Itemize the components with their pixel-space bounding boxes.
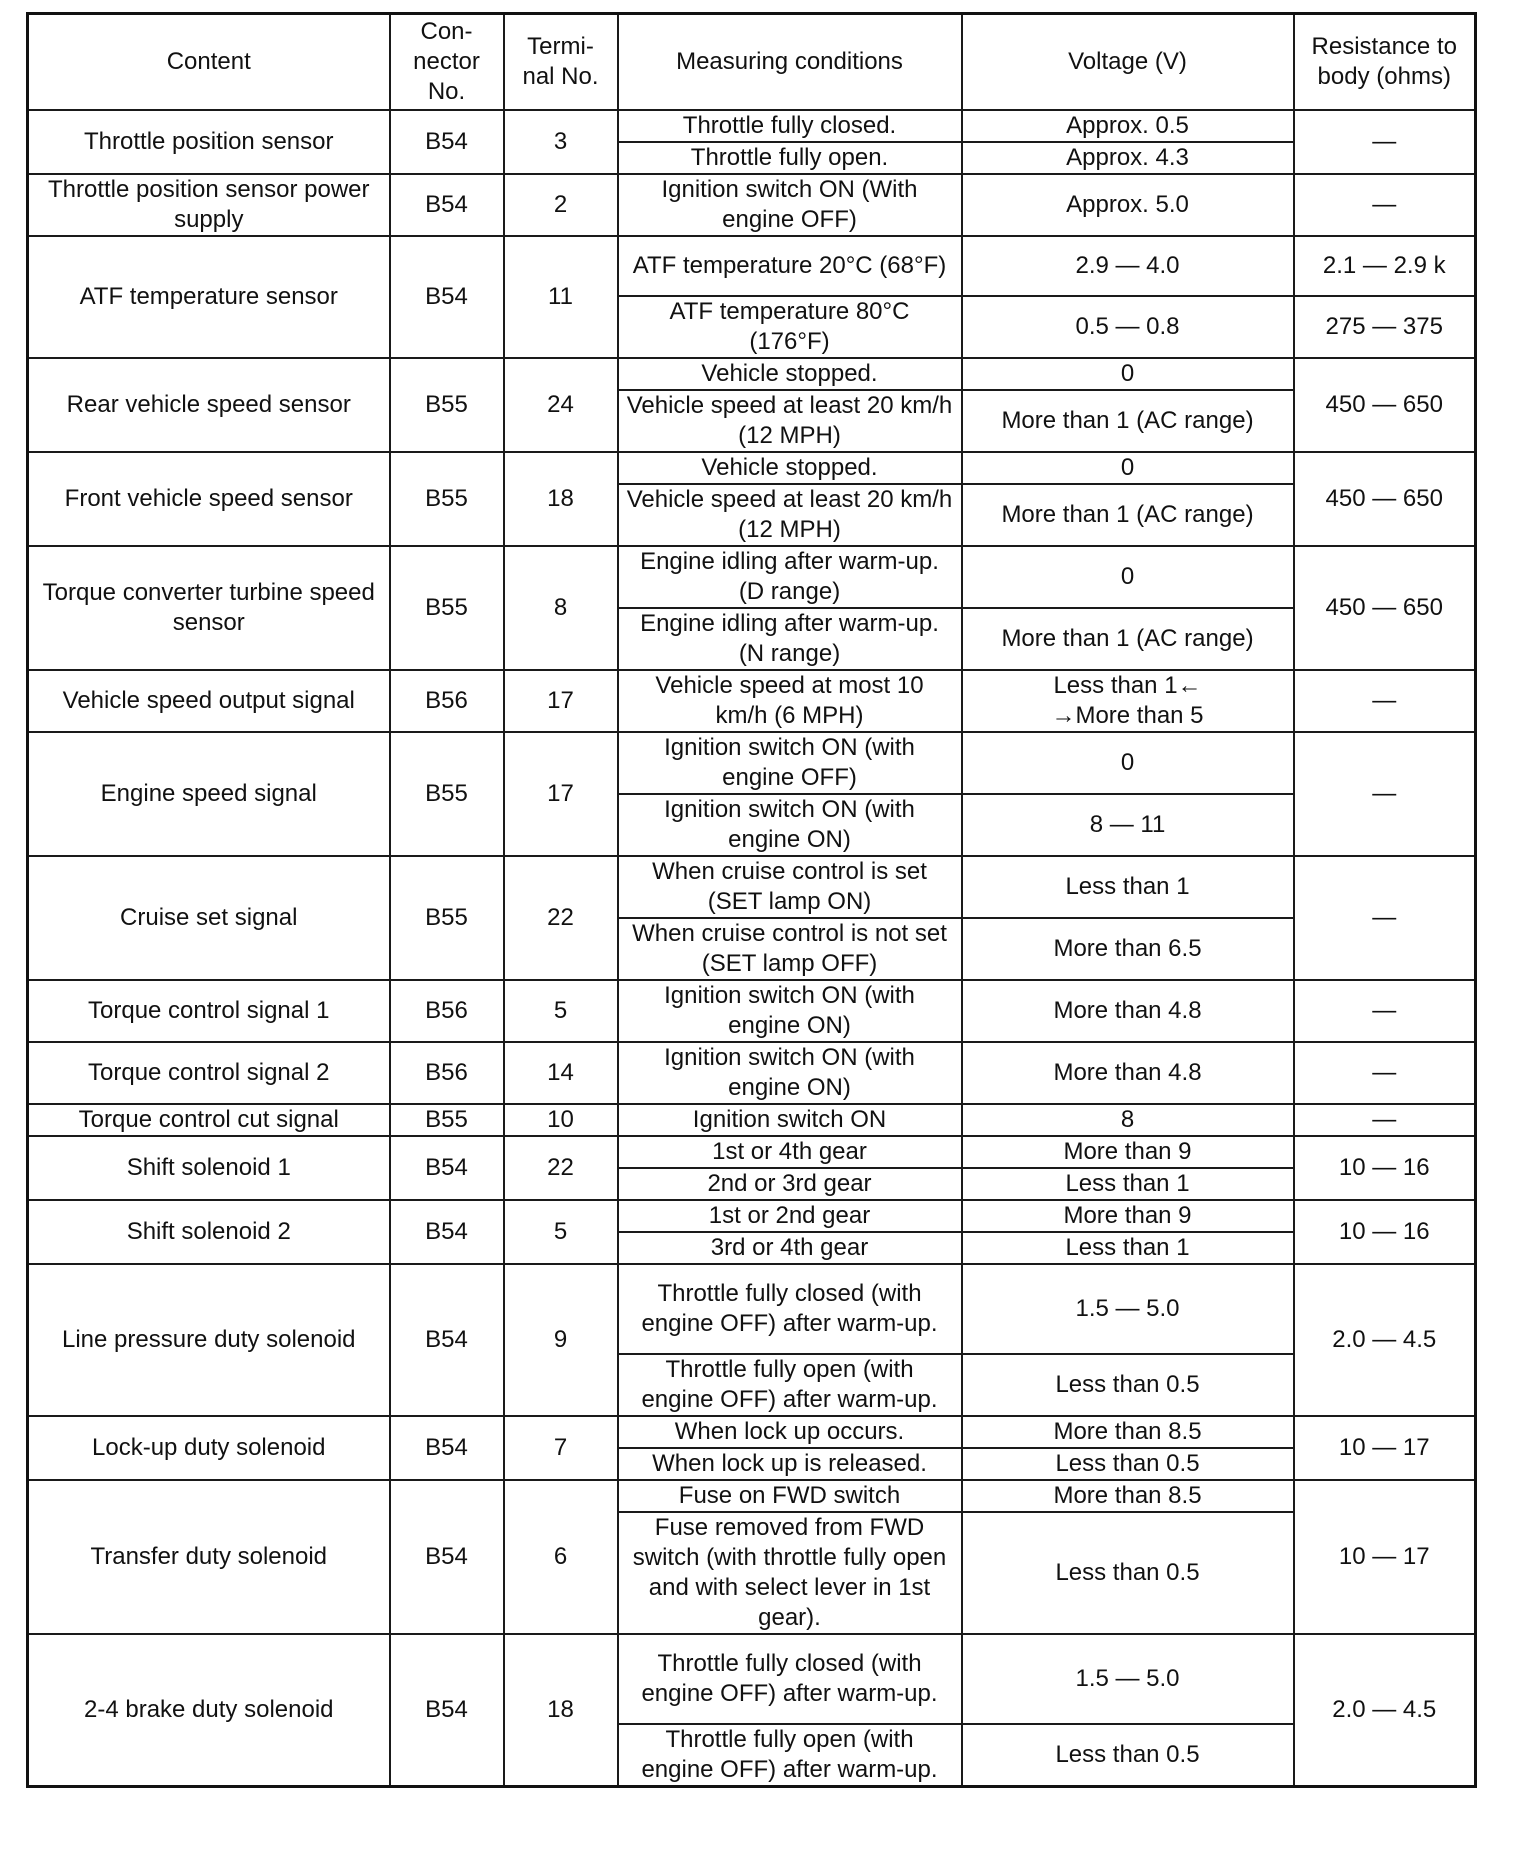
tcm-inspection-table (26, 12, 1477, 1788)
cell-content: Torque control cut signal (28, 1104, 390, 1136)
cell-connector: B55 (390, 856, 504, 980)
cell-condition: Throttle fully open. (618, 142, 962, 174)
cell-voltage: 0 (962, 358, 1294, 390)
cell-voltage: More than 4.8 (962, 1042, 1294, 1104)
cell-voltage: 0.5 — 0.8 (962, 296, 1294, 358)
cell-condition: ATF temperature 80°C (176°F) (618, 296, 962, 358)
cell-voltage: More than 8.5 (962, 1416, 1294, 1448)
cell-content: Transfer duty solenoid (28, 1480, 390, 1634)
table-row (28, 856, 1476, 918)
table-row (28, 1136, 1476, 1168)
cell-connector: B55 (390, 546, 504, 670)
cell-terminal: 17 (504, 670, 618, 732)
cell-resistance: 2.0 — 4.5 (1294, 1264, 1476, 1416)
cell-connector: B56 (390, 1042, 504, 1104)
cell-resistance: 450 — 650 (1294, 358, 1476, 452)
cell-voltage: More than 1 (AC range) (962, 608, 1294, 670)
cell-voltage: 0 (962, 732, 1294, 794)
table-row (28, 732, 1476, 794)
cell-connector: B56 (390, 980, 504, 1042)
cell-connector: B54 (390, 1200, 504, 1264)
cell-terminal: 2 (504, 174, 618, 236)
table-row (28, 358, 1476, 390)
cell-condition: Fuse removed from FWD switch (with throttle fully open and with select lever in 1st gear). (618, 1512, 962, 1634)
cell-content: Rear vehicle speed sensor (28, 358, 390, 452)
cell-resistance: — (1294, 174, 1476, 236)
cell-voltage: Less than 0.5 (962, 1448, 1294, 1480)
cell-voltage: More than 6.5 (962, 918, 1294, 980)
cell-content: Torque control signal 2 (28, 1042, 390, 1104)
cell-voltage: More than 9 (962, 1136, 1294, 1168)
cell-resistance: 2.0 — 4.5 (1294, 1634, 1476, 1787)
table-row (28, 1634, 1476, 1724)
cell-condition: ATF temperature 20°C (68°F) (618, 236, 962, 296)
cell-condition: Throttle fully closed. (618, 110, 962, 142)
header-connector: Con- nector No. (390, 14, 504, 110)
cell-content: 2-4 brake duty solenoid (28, 1634, 390, 1787)
cell-terminal: 24 (504, 358, 618, 452)
table-row (28, 1104, 1476, 1136)
cell-voltage: Less than 0.5 (962, 1724, 1294, 1787)
table-row (28, 670, 1476, 732)
header-content: Content (28, 14, 390, 110)
table-row (28, 452, 1476, 484)
cell-voltage: 8 (962, 1104, 1294, 1136)
cell-condition: Ignition switch ON (with engine ON) (618, 1042, 962, 1104)
cell-voltage: Less than 0.5 (962, 1354, 1294, 1416)
cell-voltage: Less than 1 (962, 856, 1294, 918)
cell-terminal: 7 (504, 1416, 618, 1480)
cell-resistance: 10 — 16 (1294, 1136, 1476, 1200)
cell-terminal: 22 (504, 856, 618, 980)
cell-terminal: 10 (504, 1104, 618, 1136)
cell-content: Lock-up duty solenoid (28, 1416, 390, 1480)
cell-condition: 3rd or 4th gear (618, 1232, 962, 1264)
cell-condition: Fuse on FWD switch (618, 1480, 962, 1512)
cell-content: Shift solenoid 2 (28, 1200, 390, 1264)
cell-connector: B54 (390, 174, 504, 236)
cell-connector: B54 (390, 1136, 504, 1200)
cell-voltage: 0 (962, 546, 1294, 608)
cell-connector: B54 (390, 1264, 504, 1416)
cell-resistance: — (1294, 980, 1476, 1042)
cell-condition: 2nd or 3rd gear (618, 1168, 962, 1200)
cell-voltage: 1.5 — 5.0 (962, 1264, 1294, 1354)
cell-resistance: — (1294, 1042, 1476, 1104)
table-row (28, 1200, 1476, 1232)
cell-terminal: 22 (504, 1136, 618, 1200)
header-conditions: Measuring conditions (618, 14, 962, 110)
cell-terminal: 9 (504, 1264, 618, 1416)
cell-content: Vehicle speed output signal (28, 670, 390, 732)
cell-terminal: 17 (504, 732, 618, 856)
cell-connector: B54 (390, 1634, 504, 1787)
spec-sheet (26, 12, 1477, 1788)
cell-condition: Throttle fully closed (with engine OFF) after warm-up. (618, 1264, 962, 1354)
cell-condition: Vehicle speed at least 20 km/h (12 MPH) (618, 390, 962, 452)
cell-voltage: Less than 1 (962, 1168, 1294, 1200)
cell-condition: When cruise control is not set (SET lamp OFF) (618, 918, 962, 980)
cell-content: ATF temperature sensor (28, 236, 390, 358)
cell-connector: B56 (390, 670, 504, 732)
cell-condition: Vehicle speed at least 20 km/h (12 MPH) (618, 484, 962, 546)
cell-terminal: 14 (504, 1042, 618, 1104)
cell-resistance: 10 — 16 (1294, 1200, 1476, 1264)
table-row (28, 1264, 1476, 1354)
cell-resistance: 2.1 — 2.9 k (1294, 236, 1476, 296)
cell-connector: B55 (390, 358, 504, 452)
cell-terminal: 5 (504, 1200, 618, 1264)
cell-resistance: — (1294, 110, 1476, 174)
table-row (28, 980, 1476, 1042)
cell-voltage: 8 — 11 (962, 794, 1294, 856)
header-row (28, 14, 1476, 110)
table-body (28, 110, 1476, 1787)
table-row (28, 236, 1476, 296)
cell-terminal: 3 (504, 110, 618, 174)
cell-terminal: 11 (504, 236, 618, 358)
cell-content: Torque control signal 1 (28, 980, 390, 1042)
cell-resistance: 10 — 17 (1294, 1480, 1476, 1634)
cell-connector: B55 (390, 452, 504, 546)
cell-content: Torque converter turbine speed sensor (28, 546, 390, 670)
cell-resistance: — (1294, 670, 1476, 732)
cell-condition: Ignition switch ON (with engine ON) (618, 794, 962, 856)
cell-voltage: 2.9 — 4.0 (962, 236, 1294, 296)
cell-condition: Ignition switch ON (618, 1104, 962, 1136)
cell-resistance: — (1294, 732, 1476, 856)
cell-connector: B54 (390, 236, 504, 358)
cell-voltage: 0 (962, 452, 1294, 484)
cell-condition: Engine idling after warm-up. (D range) (618, 546, 962, 608)
cell-content: Shift solenoid 1 (28, 1136, 390, 1200)
cell-connector: B54 (390, 1416, 504, 1480)
cell-voltage: More than 4.8 (962, 980, 1294, 1042)
cell-condition: Vehicle stopped. (618, 358, 962, 390)
cell-connector: B54 (390, 110, 504, 174)
cell-terminal: 18 (504, 452, 618, 546)
table-row (28, 1480, 1476, 1512)
cell-resistance: 450 — 650 (1294, 452, 1476, 546)
cell-voltage: Approx. 0.5 (962, 110, 1294, 142)
cell-connector: B54 (390, 1480, 504, 1634)
cell-condition: Throttle fully closed (with engine OFF) after warm-up. (618, 1634, 962, 1724)
cell-content: Front vehicle speed sensor (28, 452, 390, 546)
cell-voltage: Less than 1 (962, 1232, 1294, 1264)
cell-terminal: 18 (504, 1634, 618, 1787)
cell-terminal: 6 (504, 1480, 618, 1634)
cell-resistance: — (1294, 1104, 1476, 1136)
cell-content: Engine speed signal (28, 732, 390, 856)
cell-condition: Vehicle speed at most 10 km/h (6 MPH) (618, 670, 962, 732)
cell-voltage: Less than 0.5 (962, 1512, 1294, 1634)
cell-condition: Ignition switch ON (with engine ON) (618, 980, 962, 1042)
cell-resistance: — (1294, 856, 1476, 980)
table-row (28, 1042, 1476, 1104)
cell-condition: When lock up occurs. (618, 1416, 962, 1448)
cell-condition: 1st or 2nd gear (618, 1200, 962, 1232)
cell-voltage: Approx. 4.3 (962, 142, 1294, 174)
header-terminal: Termi- nal No. (504, 14, 618, 110)
cell-voltage: Less than 1← →More than 5 (962, 670, 1294, 732)
cell-voltage: More than 9 (962, 1200, 1294, 1232)
table-row (28, 174, 1476, 236)
cell-content: Cruise set signal (28, 856, 390, 980)
cell-content: Throttle position sensor (28, 110, 390, 174)
cell-terminal: 8 (504, 546, 618, 670)
cell-resistance: 275 — 375 (1294, 296, 1476, 358)
cell-content: Throttle position sensor power supply (28, 174, 390, 236)
header-resistance: Resistance to body (ohms) (1294, 14, 1476, 110)
cell-voltage: 1.5 — 5.0 (962, 1634, 1294, 1724)
cell-voltage: More than 8.5 (962, 1480, 1294, 1512)
cell-resistance: 10 — 17 (1294, 1416, 1476, 1480)
cell-connector: B55 (390, 732, 504, 856)
cell-condition: When cruise control is set (SET lamp ON) (618, 856, 962, 918)
cell-voltage: Approx. 5.0 (962, 174, 1294, 236)
cell-resistance: 450 — 650 (1294, 546, 1476, 670)
cell-condition: Engine idling after warm-up. (N range) (618, 608, 962, 670)
cell-condition: When lock up is released. (618, 1448, 962, 1480)
cell-condition: Throttle fully open (with engine OFF) after warm-up. (618, 1354, 962, 1416)
cell-connector: B55 (390, 1104, 504, 1136)
cell-content: Line pressure duty solenoid (28, 1264, 390, 1416)
header-voltage: Voltage (V) (962, 14, 1294, 110)
table-row (28, 1416, 1476, 1448)
cell-condition: Throttle fully open (with engine OFF) after warm-up. (618, 1724, 962, 1787)
table-row (28, 546, 1476, 608)
cell-condition: Vehicle stopped. (618, 452, 962, 484)
cell-condition: Ignition switch ON (with engine OFF) (618, 732, 962, 794)
cell-voltage: More than 1 (AC range) (962, 390, 1294, 452)
cell-condition: 1st or 4th gear (618, 1136, 962, 1168)
table-row (28, 110, 1476, 142)
cell-condition: Ignition switch ON (With engine OFF) (618, 174, 962, 236)
cell-voltage: More than 1 (AC range) (962, 484, 1294, 546)
cell-terminal: 5 (504, 980, 618, 1042)
